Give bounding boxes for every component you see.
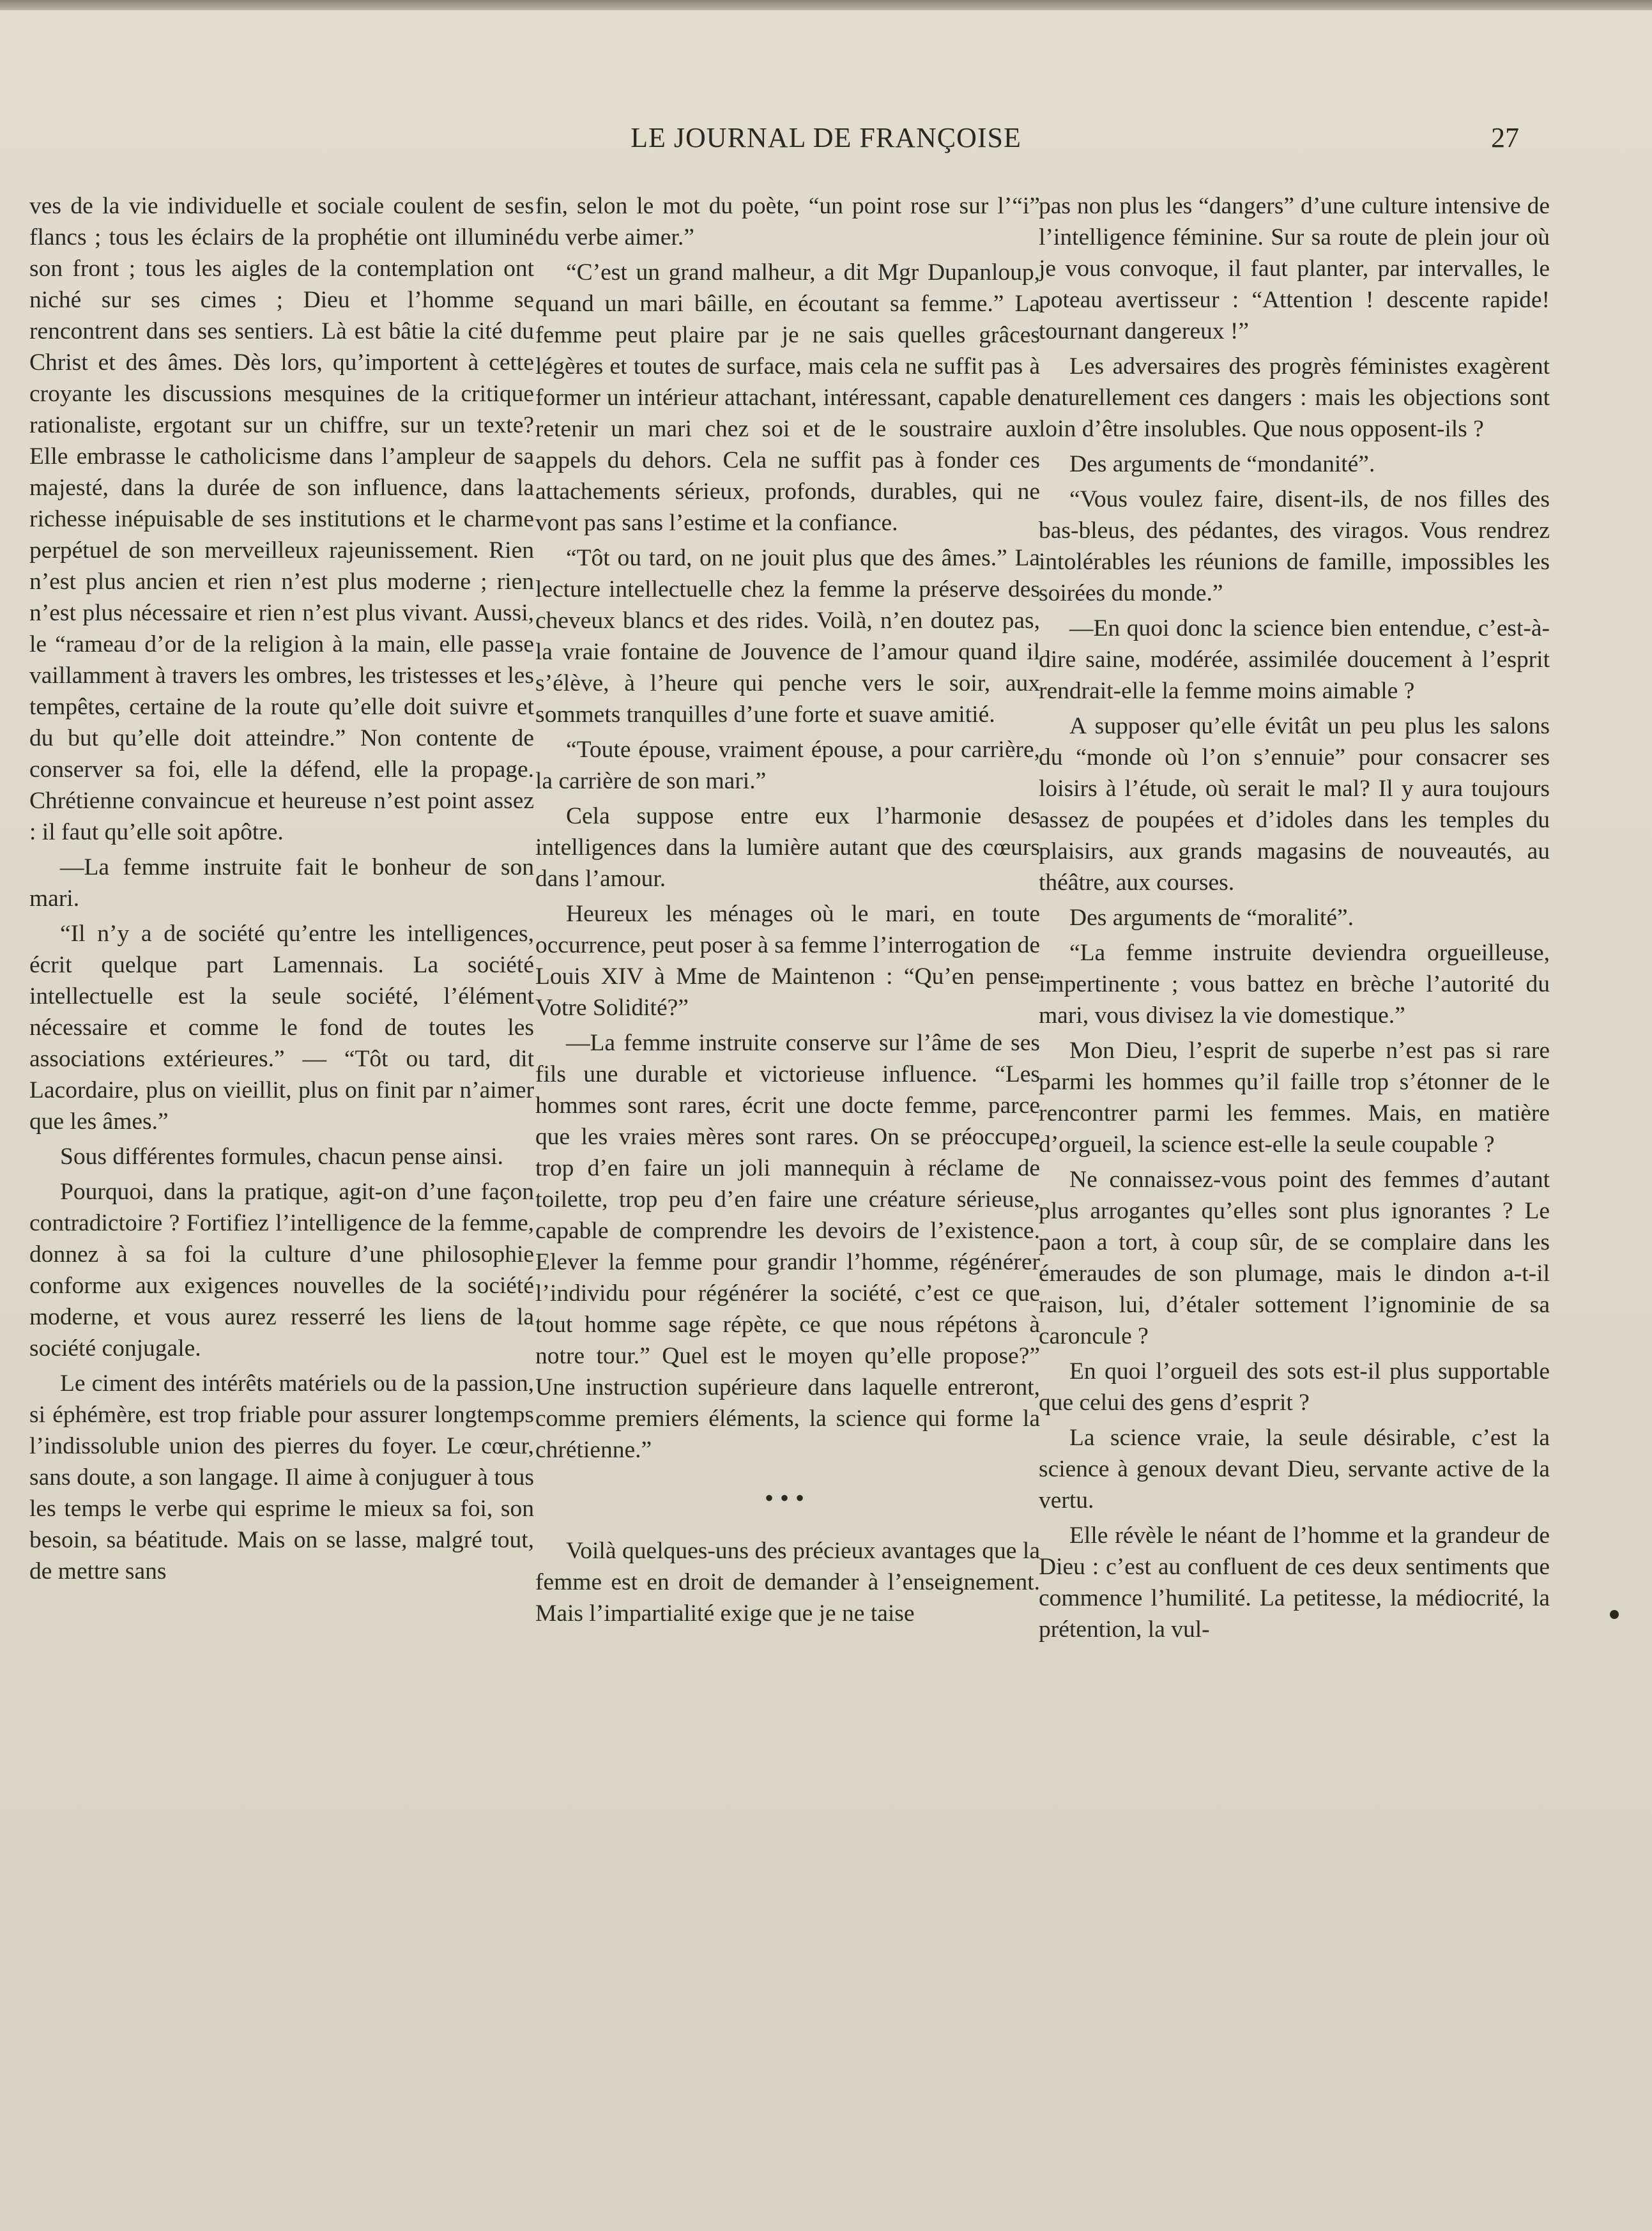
paragraph: “C’est un grand malheur, a dit Mgr Dupanloup, quand un mari bâille, en écoutant sa femme.” La femme peut plaire par je ne sais quelles grâces légères et toutes de surface, mais cela ne suffit pas à former un intérieur attachant, intéressant, capable de retenir un mari chez soi et de le soustraire aux appels du dehors. Cela ne suffit pas à fonder ces attachements sérieux, profonds, durables, qui ne vont pas sans l’estime et la confiance.	[535, 259, 1040, 536]
paragraph: Le ciment des intérêts matériels ou de la passion, si éphémère, est trop friable pour assurer longtemps l’indissoluble union des pierres du foyer. Le cœur, sans doute, a son langage. Il aime à conjuguer à tous les temps le verbe qui esprime le mieux sa foi, son besoin, sa béatitude. Mais on se lasse, malgré tout, de mettre sans	[29, 1370, 534, 1584]
paragraph: A supposer qu’elle évitât un peu plus les salons du “monde où l’on s’ennuie” pour consacrer ses loisirs à l’étude, où serait le mal? Il y aura toujours assez de poupées et d’idoles dans les temples du plaisirs, aux grands magasins de nouveautés, au théâtre, aux courses.	[1039, 713, 1550, 896]
text-column-2	[535, 190, 1040, 2094]
paragraph: ves de la vie individuelle et sociale coulent de ses flancs ; tous les éclairs de la prophétie ont illuminé son front ; tous les aigles de la contemplation ont niché sur ses cimes ; Dieu et l’homme se rencontrent dans ses sentiers. Là est bâtie la cité du Christ et des âmes. Dès lors, qu’importent à cette croyante les discussions mesquines de la critique rationaliste, ergotant sur un chiffre, sur un texte? Elle embrasse le catholicisme dans l’ampleur de sa majesté, dans la durée de son influence, dans la richesse inépuisable de ses institutions et le charme perpétuel de son merveilleux rajeunissement. Rien n’est plus ancien et rien n’est plus moderne ; rien n’est plus nécessaire et rien n’est plus vivant. Aussi, le “rameau d’or de la religion à la main, elle passe vaillamment à travers les ombres, les tristesses et les tempêtes, certaine de la route qu’elle doit suivre et du but qu’elle doit atteindre.” Non contente de conserver sa foi, elle la défend, elle la propage. Chrétienne convaincue et heureuse n’est point assez : il faut qu’elle soit apôtre.	[29, 193, 534, 845]
text-column-1	[29, 190, 534, 2094]
paragraph: La science vraie, la seule désirable, c’est la science à genoux devant Dieu, servante active de la vertu.	[1039, 1425, 1550, 1514]
paragraph: Voilà quelques-uns des précieux avantages que la femme est en droit de demander à l’enseignement. Mais l’impartialité exige que je ne taise	[535, 1538, 1040, 1627]
page-number: 27	[1491, 122, 1519, 153]
paragraph: Des arguments de “moralité”.	[1069, 905, 1354, 931]
paragraph: fin, selon le mot du poète, “un point rose sur l’“i” du verbe aimer.”	[535, 193, 1040, 250]
paragraph: Heureux les ménages où le mari, en toute occurrence, peut poser à sa femme l’interrogation de Louis XIV à Mme de Maintenon : “Qu’en pense Votre Solidité?”	[535, 901, 1040, 1021]
running-title: LE JOURNAL DE FRANÇOISE	[631, 122, 1021, 153]
paragraph: —La femme instruite fait le bonheur de son mari.	[29, 854, 534, 912]
ink-spot	[1610, 1610, 1619, 1619]
paragraph: “Tôt ou tard, on ne jouit plus que des âmes.” La lecture intellectuelle chez la femme la préserve des cheveux blancs et des rides. Voilà, n’en doutez pas, la vraie fontaine de Jouvence de l’amour quand il s’élève, à l’heure qui penche vers le soir, aux sommets tranquilles d’une forte et suave amitié.	[535, 545, 1040, 728]
page-top-edge	[0, 0, 1652, 10]
paragraph: Les adversaires des progrès féministes exagèrent naturellement ces dangers : mais les objections sont loin d’être insolubles. Que nous opposent-ils ?	[1039, 353, 1550, 442]
paragraph: Mon Dieu, l’esprit de superbe n’est pas si rare parmi les hommes qu’il faille trop s’étonner de le rencontrer parmi les femmes. Mais, en matière d’orgueil, la science est-elle la seule coupable ?	[1039, 1038, 1550, 1158]
paragraph: Pourquoi, dans la pratique, agit-on d’une façon contradictoire ? Fortifiez l’intelligence de la femme, donnez à sa foi la culture d’une philosophie conforme aux exigences nouvelles de la société moderne, et vous aurez resserré les liens de la société conjugale.	[29, 1179, 534, 1361]
text-column-3	[1039, 190, 1550, 2094]
paragraph: —La femme instruite conserve sur l’âme de ses fils une durable et victorieuse influence. “Les hommes sont rares, écrit une docte femme, parce que les vraies mères sont rares. On se préoccupe trop d’en faire un joli mannequin à réclame de toilette, trop peu d’en faire une créature sérieuse, capable de comprendre les devoirs de l’existence. Elever la femme pour grandir l’homme, régénérer l’individu pour régénérer la société, c’est ce que tout homme sage répète, ce que nous répétons à notre tour.” Quel est le moyen qu’elle propose?” Une instruction supérieure dans laquelle entreront, comme premiers éléments, la science qui forme la chrétienne.”	[535, 1030, 1040, 1463]
paragraph: “La femme instruite deviendra orgueilleuse, impertinente ; vous battez en brèche l’autorité du mari, vous divisez la vie domestique.”	[1039, 940, 1550, 1029]
paragraph: Cela suppose entre eux l’harmonie des intelligences dans la lumière autant que des cœurs dans l’amour.	[535, 803, 1040, 892]
paragraph: Ne connaissez-vous point des femmes d’autant plus arrogantes qu’elles sont plus ignorantes ? Le paon a tort, à coup sûr, de se complaire dans les émeraudes de son plumage, mais le dindon a-t-il raison, lui, d’étaler sottement l’ignominie de sa caroncule ?	[1039, 1167, 1550, 1349]
page-header	[0, 121, 1652, 166]
paragraph: —En quoi donc la science bien entendue, c’est-à-dire saine, modérée, assimilée doucement à l’esprit rendrait-elle la femme moins aimable ?	[1039, 615, 1550, 704]
paragraph: Des arguments de “mondanité”.	[1069, 451, 1375, 477]
paragraph: pas non plus les “dangers” d’une culture intensive de l’intelligence féminine. Sur sa route de plein jour où je vous convoque, il faut planter, par intervalles, le poteau avertisseur : “Attention ! descente rapide! tournant dangereux !”	[1039, 193, 1550, 344]
paragraph: En quoi l’orgueil des sots est-il plus supportable que celui des gens d’esprit ?	[1039, 1358, 1550, 1416]
paragraph: “Il n’y a de société qu’entre les intelligences, écrit quelque part Lamennais. La société intellectuelle est la seule société, l’élément nécessaire et comme le fond de toutes les associations extérieures.” — “Tôt ou tard, dit Lacordaire, plus on vieillit, plus on finit par n’aimer que les âmes.”	[29, 921, 534, 1135]
section-separator: •••	[764, 1483, 811, 1512]
paragraph: “Vous voulez faire, disent-ils, de nos filles des bas-bleus, des pédantes, des viragos. Vous rendrez intolérables les réunions de famille, impossibles les soirées du monde.”	[1039, 486, 1550, 606]
paragraph: Sous différentes formules, chacun pense ainsi.	[60, 1144, 503, 1170]
paragraph: Elle révèle le néant de l’homme et la grandeur de Dieu : c’est au confluent de ces deux sentiments que commence l’humilité. La petitesse, la médiocrité, la prétention, la vul-	[1039, 1522, 1550, 1643]
paragraph: “Toute épouse, vraiment épouse, a pour carrière, la carrière de son mari.”	[535, 737, 1040, 794]
